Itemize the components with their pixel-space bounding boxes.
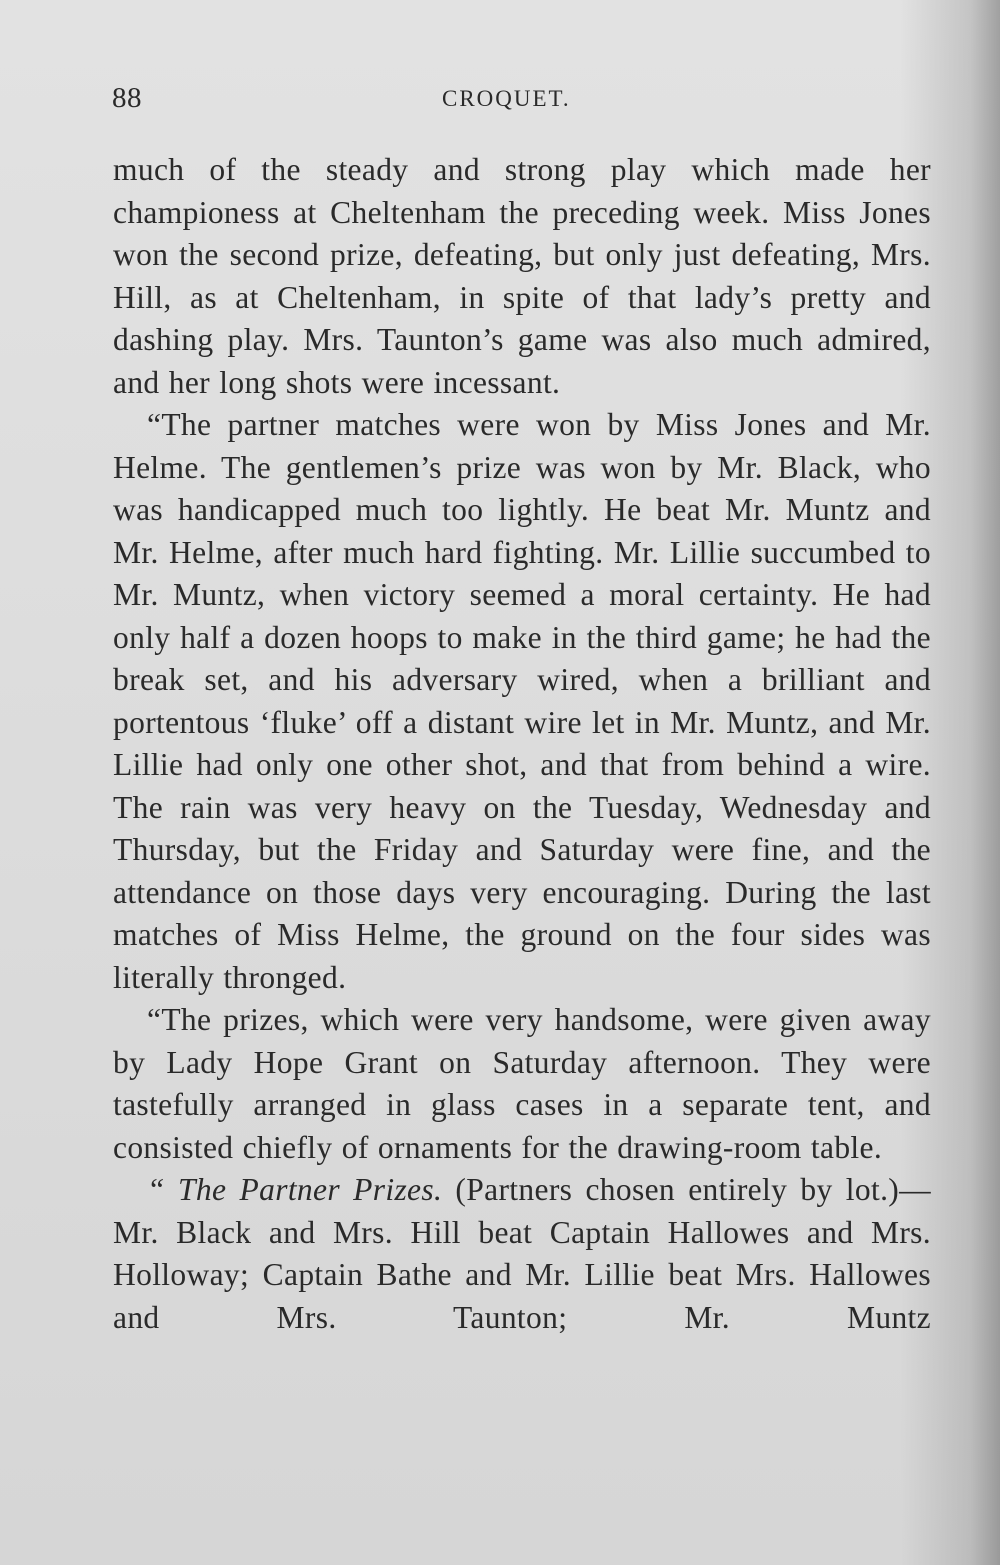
running-head	[112, 82, 932, 122]
paragraph-3: “The prizes, which were very handsome, were given away by Lady Hope Grant on Saturday afternoon. They were tastefully arranged in glass cases in a separate tent, and consisted chiefly of ornaments for the drawing-room table.	[113, 1002, 931, 1165]
paragraph-2: “The partner matches were won by Miss Jones and Mr. Helme. The gentlemen’s prize was won by Mr. Black, who was handicapped much too lightly. He beat Mr. Muntz and Mr. Helme, after much hard fighting. Mr. Lillie succumbed to Mr. Muntz, when victory seemed a moral certainty. He had only half a dozen hoops to make in the third game; he had the break set, and his adversary wired, when a brilliant and portentous ‘fluke’ off a distant wire let in Mr. Muntz, and Mr. Lillie had only one other shot, and that from behind a wire. The rain was very heavy on the Tuesday, Wednesday and Thursday, but the Friday and Saturday were fine, and the attendance on those days very encouraging. During the last matches of Miss Helme, the ground on the four sides was literally thronged.	[113, 407, 931, 995]
paragraph-4	[113, 1169, 931, 1339]
partner-prizes-heading: “ The Partner Prizes.	[147, 1172, 443, 1207]
body-text	[113, 149, 931, 1339]
paragraph-1: much of the steady and strong play which made her championess at Cheltenham the preceding week. Miss Jones won the second prize, defeating, but only just defeating, Mrs. Hill, as at Cheltenham, in spite of that lady’s pretty and dashing play. Mrs. Taunton’s game was also much admired, and her long shots were incessant.	[113, 152, 931, 400]
paragraph-4-text: (Partners chosen entirely by lot.)—Mr. Black and Mrs. Hill beat Captain Hallowes and Mrs. Holloway; Captain Bathe and Mr. Lillie beat Mrs. Hallowes and Mrs. Taunton; Mr. Muntz	[113, 1172, 931, 1335]
page-number: 88	[112, 82, 142, 114]
running-title: CROQUET.	[442, 86, 571, 111]
